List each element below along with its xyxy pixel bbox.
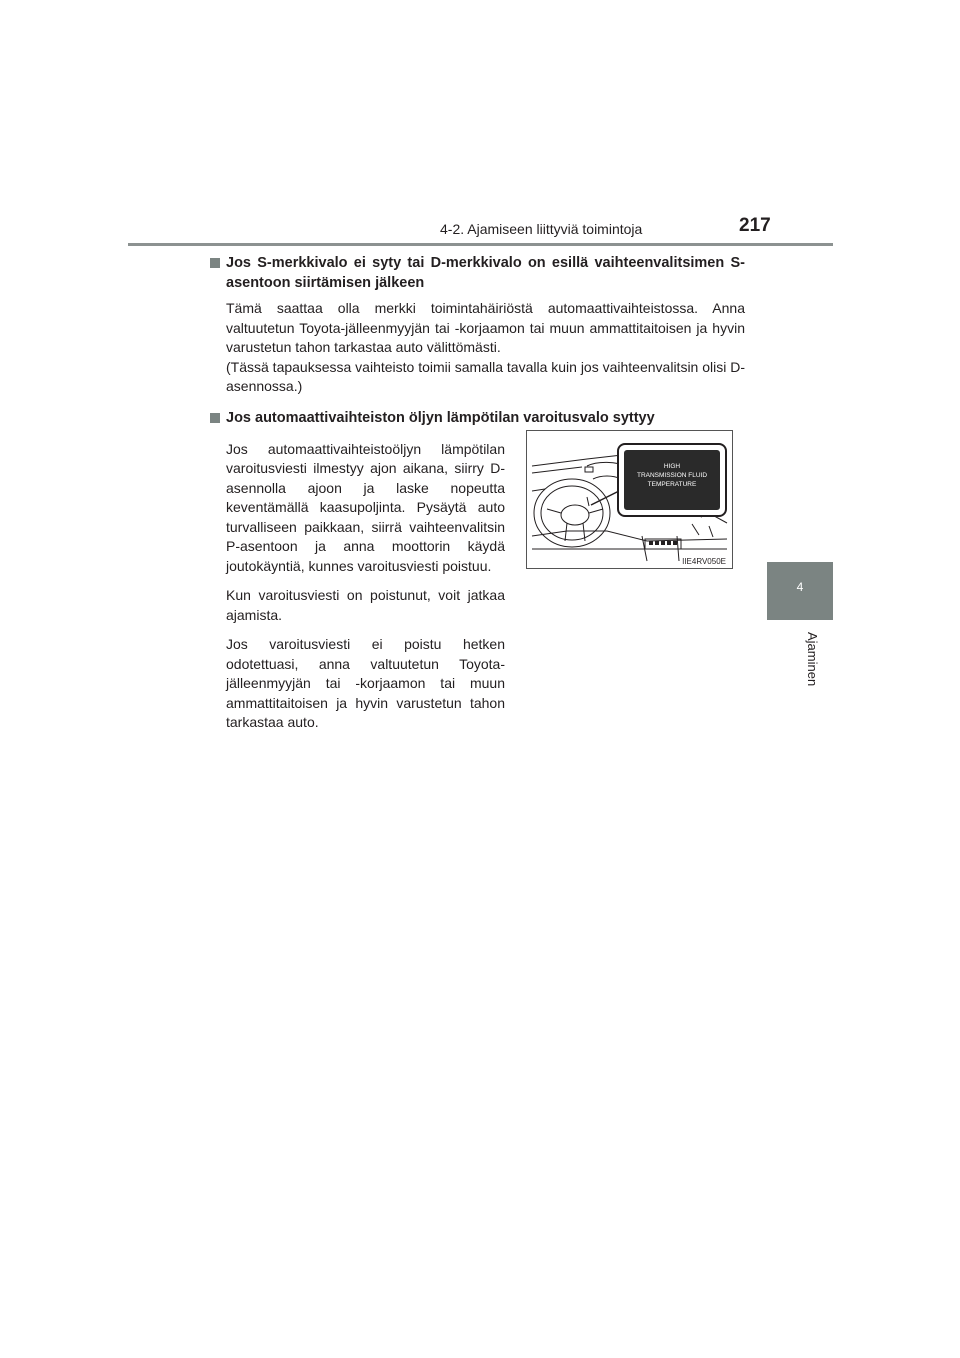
- section-2-paragraph-1: Jos automaattivaihteistoöljyn lämpötilan varoitusviesti ilmestyy ajon aikana, siirry D-asennolla ajoon ja laske nopeutta keventämällä kaasupoljinta. Pysäytä auto turvalliseen paikkaan, siirrä vaihteenvalitsin P-asentoon ja anna moottorin käydä joutokäyntiä, kunnes varoitusviesti poistuu.: [226, 440, 505, 574]
- figure-code: IIE4RV050E: [682, 557, 726, 566]
- section-1-note: (Tässä tapauksessa vaihteisto toimii samalla tavalla kuin jos vaihteenvalitsin olisi D-asennossa.): [226, 358, 746, 394]
- section-2-text-column: [226, 440, 505, 733]
- section-2-paragraph-2: Kun varoitusviesti on poistunut, voit jatkaa ajamista.: [226, 587, 505, 623]
- warning-message-display: [624, 450, 720, 510]
- section-2-heading: [210, 408, 745, 428]
- square-bullet-icon: [210, 413, 220, 423]
- chapter-tab[interactable]: [767, 562, 833, 620]
- warning-line-3: TEMPERATURE: [647, 481, 697, 488]
- header-rule: [128, 243, 833, 246]
- header-section-title: 4-2. Ajamiseen liittyviä toimintoja: [440, 221, 643, 237]
- section-1-paragraph: Tämä saattaa olla merkki toimintahäiriöstä automaattivaihteistossa. Anna valtuutetun Toyota-jälleenmyyjän tai -korjaamon tai muun ammattitaitoisen ja hyvin varustetun tahon tarkastaa auto välittömästi.: [226, 300, 745, 355]
- section-2-paragraph-3: Jos varoitusviesti ei poistu hetken odotettuasi, anna valtuutetun Toyota-jälleenmyyjän tai -korjaamon tai muun ammattitaitoisen ja hyvin varustetun tahon tarkastaa auto.: [226, 636, 505, 730]
- chapter-label: Ajaminen: [805, 632, 820, 687]
- page-number: 217: [739, 215, 771, 236]
- section-1-heading-text: Jos S-merkkivalo ei syty tai D-merkkivalo on esillä vaihteenvalitsimen S-asentoon siirtämisen jälkeen: [226, 255, 745, 291]
- section-1-heading: [210, 253, 745, 293]
- section-1: [210, 253, 745, 397]
- dashboard-illustration: [526, 430, 733, 569]
- square-bullet-icon: [210, 258, 220, 268]
- warning-line-1: HIGH: [663, 463, 681, 470]
- warning-line-2: TRANSMISSION FLUID: [636, 472, 708, 479]
- section-2-heading-text: Jos automaattivaihteiston öljyn lämpötilan varoitusvalo syttyy: [226, 409, 655, 426]
- chapter-number: 4: [796, 580, 804, 594]
- warning-message-callout: [617, 443, 727, 517]
